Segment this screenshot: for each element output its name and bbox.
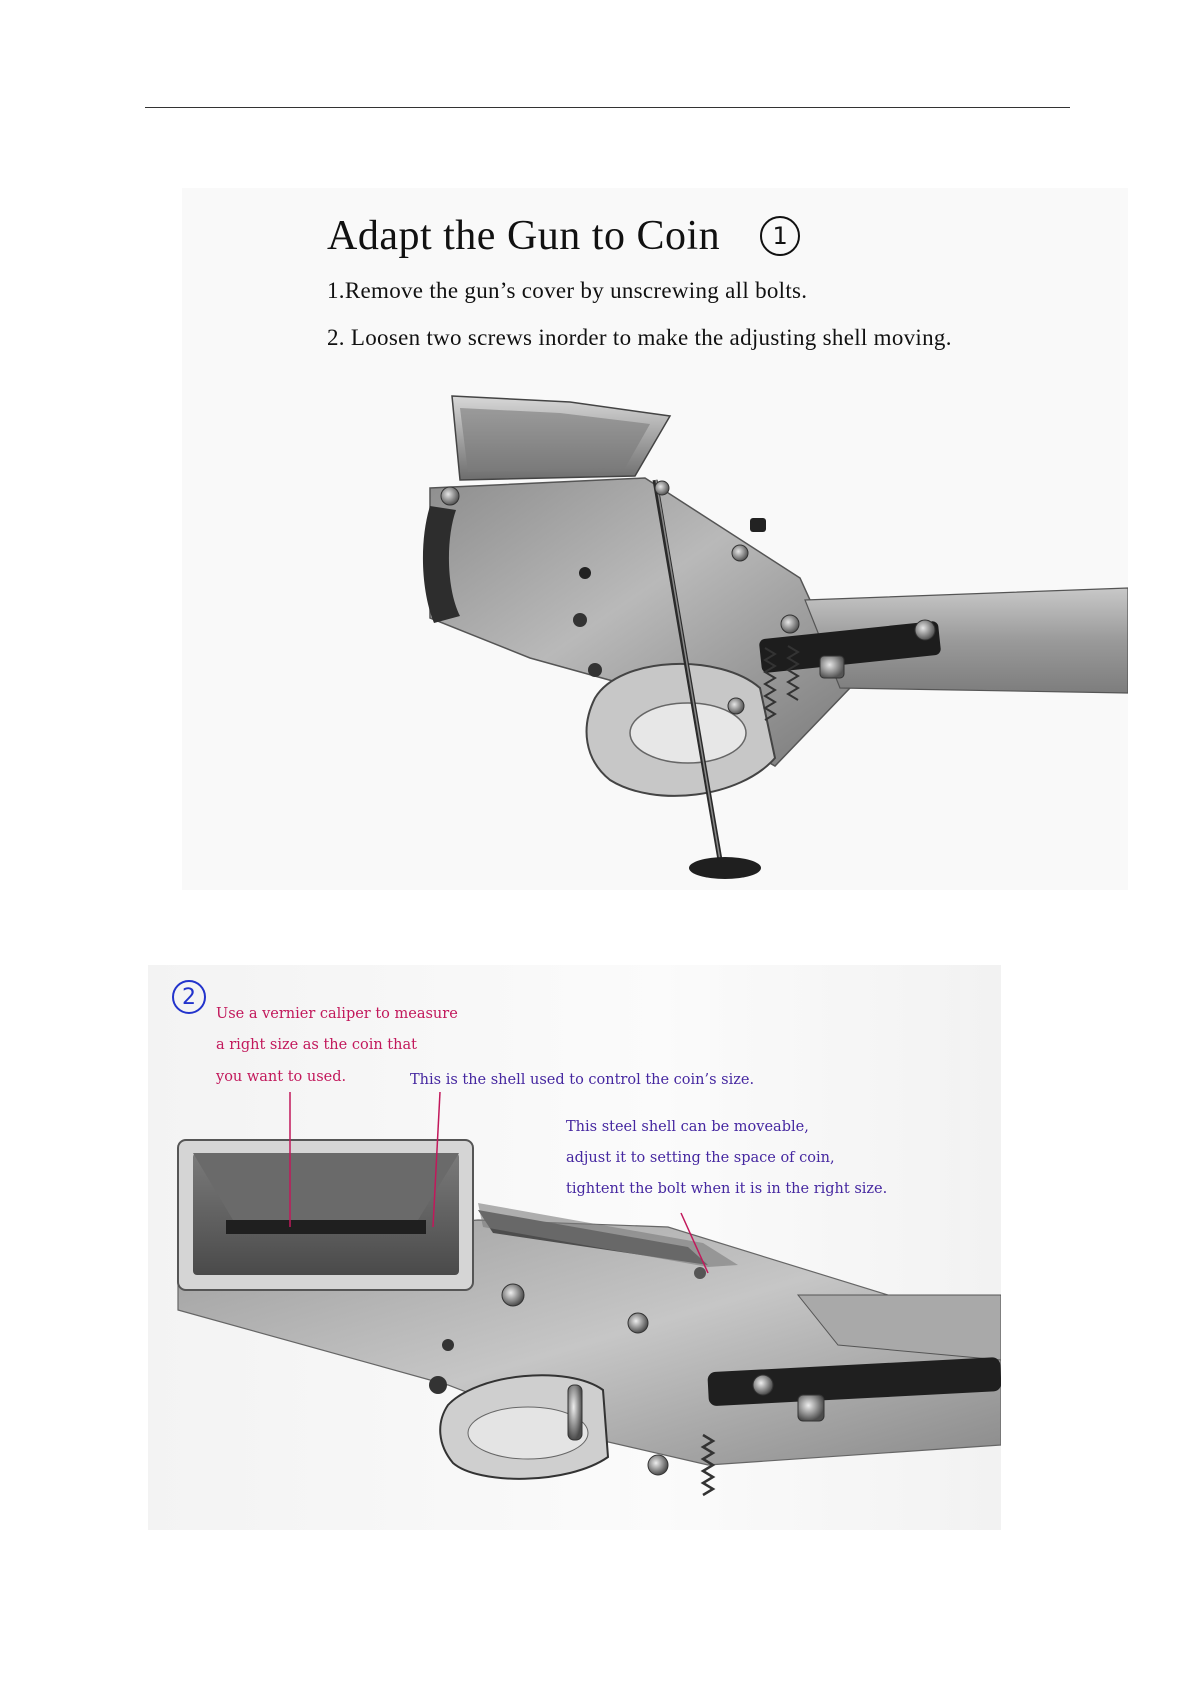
instruction-step-1: 1.Remove the gun’s cover by unscrewing all bolts. [327, 278, 808, 303]
header-rule [145, 107, 1070, 108]
moveable-note-line-3: tightent the bolt when it is in the right size. [566, 1181, 888, 1197]
shell-note: This is the shell used to control the coin’s size. [410, 1072, 755, 1088]
figure-1-title: Adapt the Gun to Coin [327, 213, 721, 259]
caliper-note-line-1: Use a vernier caliper to measure [216, 1006, 458, 1022]
figure-1 [182, 188, 1128, 890]
step-one-badge: 1 [760, 216, 800, 256]
figure-1-heading [327, 212, 800, 260]
figure-2 [148, 965, 1001, 1530]
coin-gun-photo-1 [420, 388, 1128, 890]
moveable-note-line-1: This steel shell can be moveable, [566, 1119, 809, 1135]
caliper-note-line-2: a right size as the coin that [216, 1037, 417, 1053]
instruction-step-2: 2. Loosen two screws inorder to make the adjusting shell moving. [327, 325, 952, 350]
moveable-note-line-2: adjust it to setting the space of coin, [566, 1150, 835, 1166]
caliper-note-line-3: you want to used. [216, 1069, 347, 1085]
step-two-badge: 2 [172, 980, 206, 1014]
